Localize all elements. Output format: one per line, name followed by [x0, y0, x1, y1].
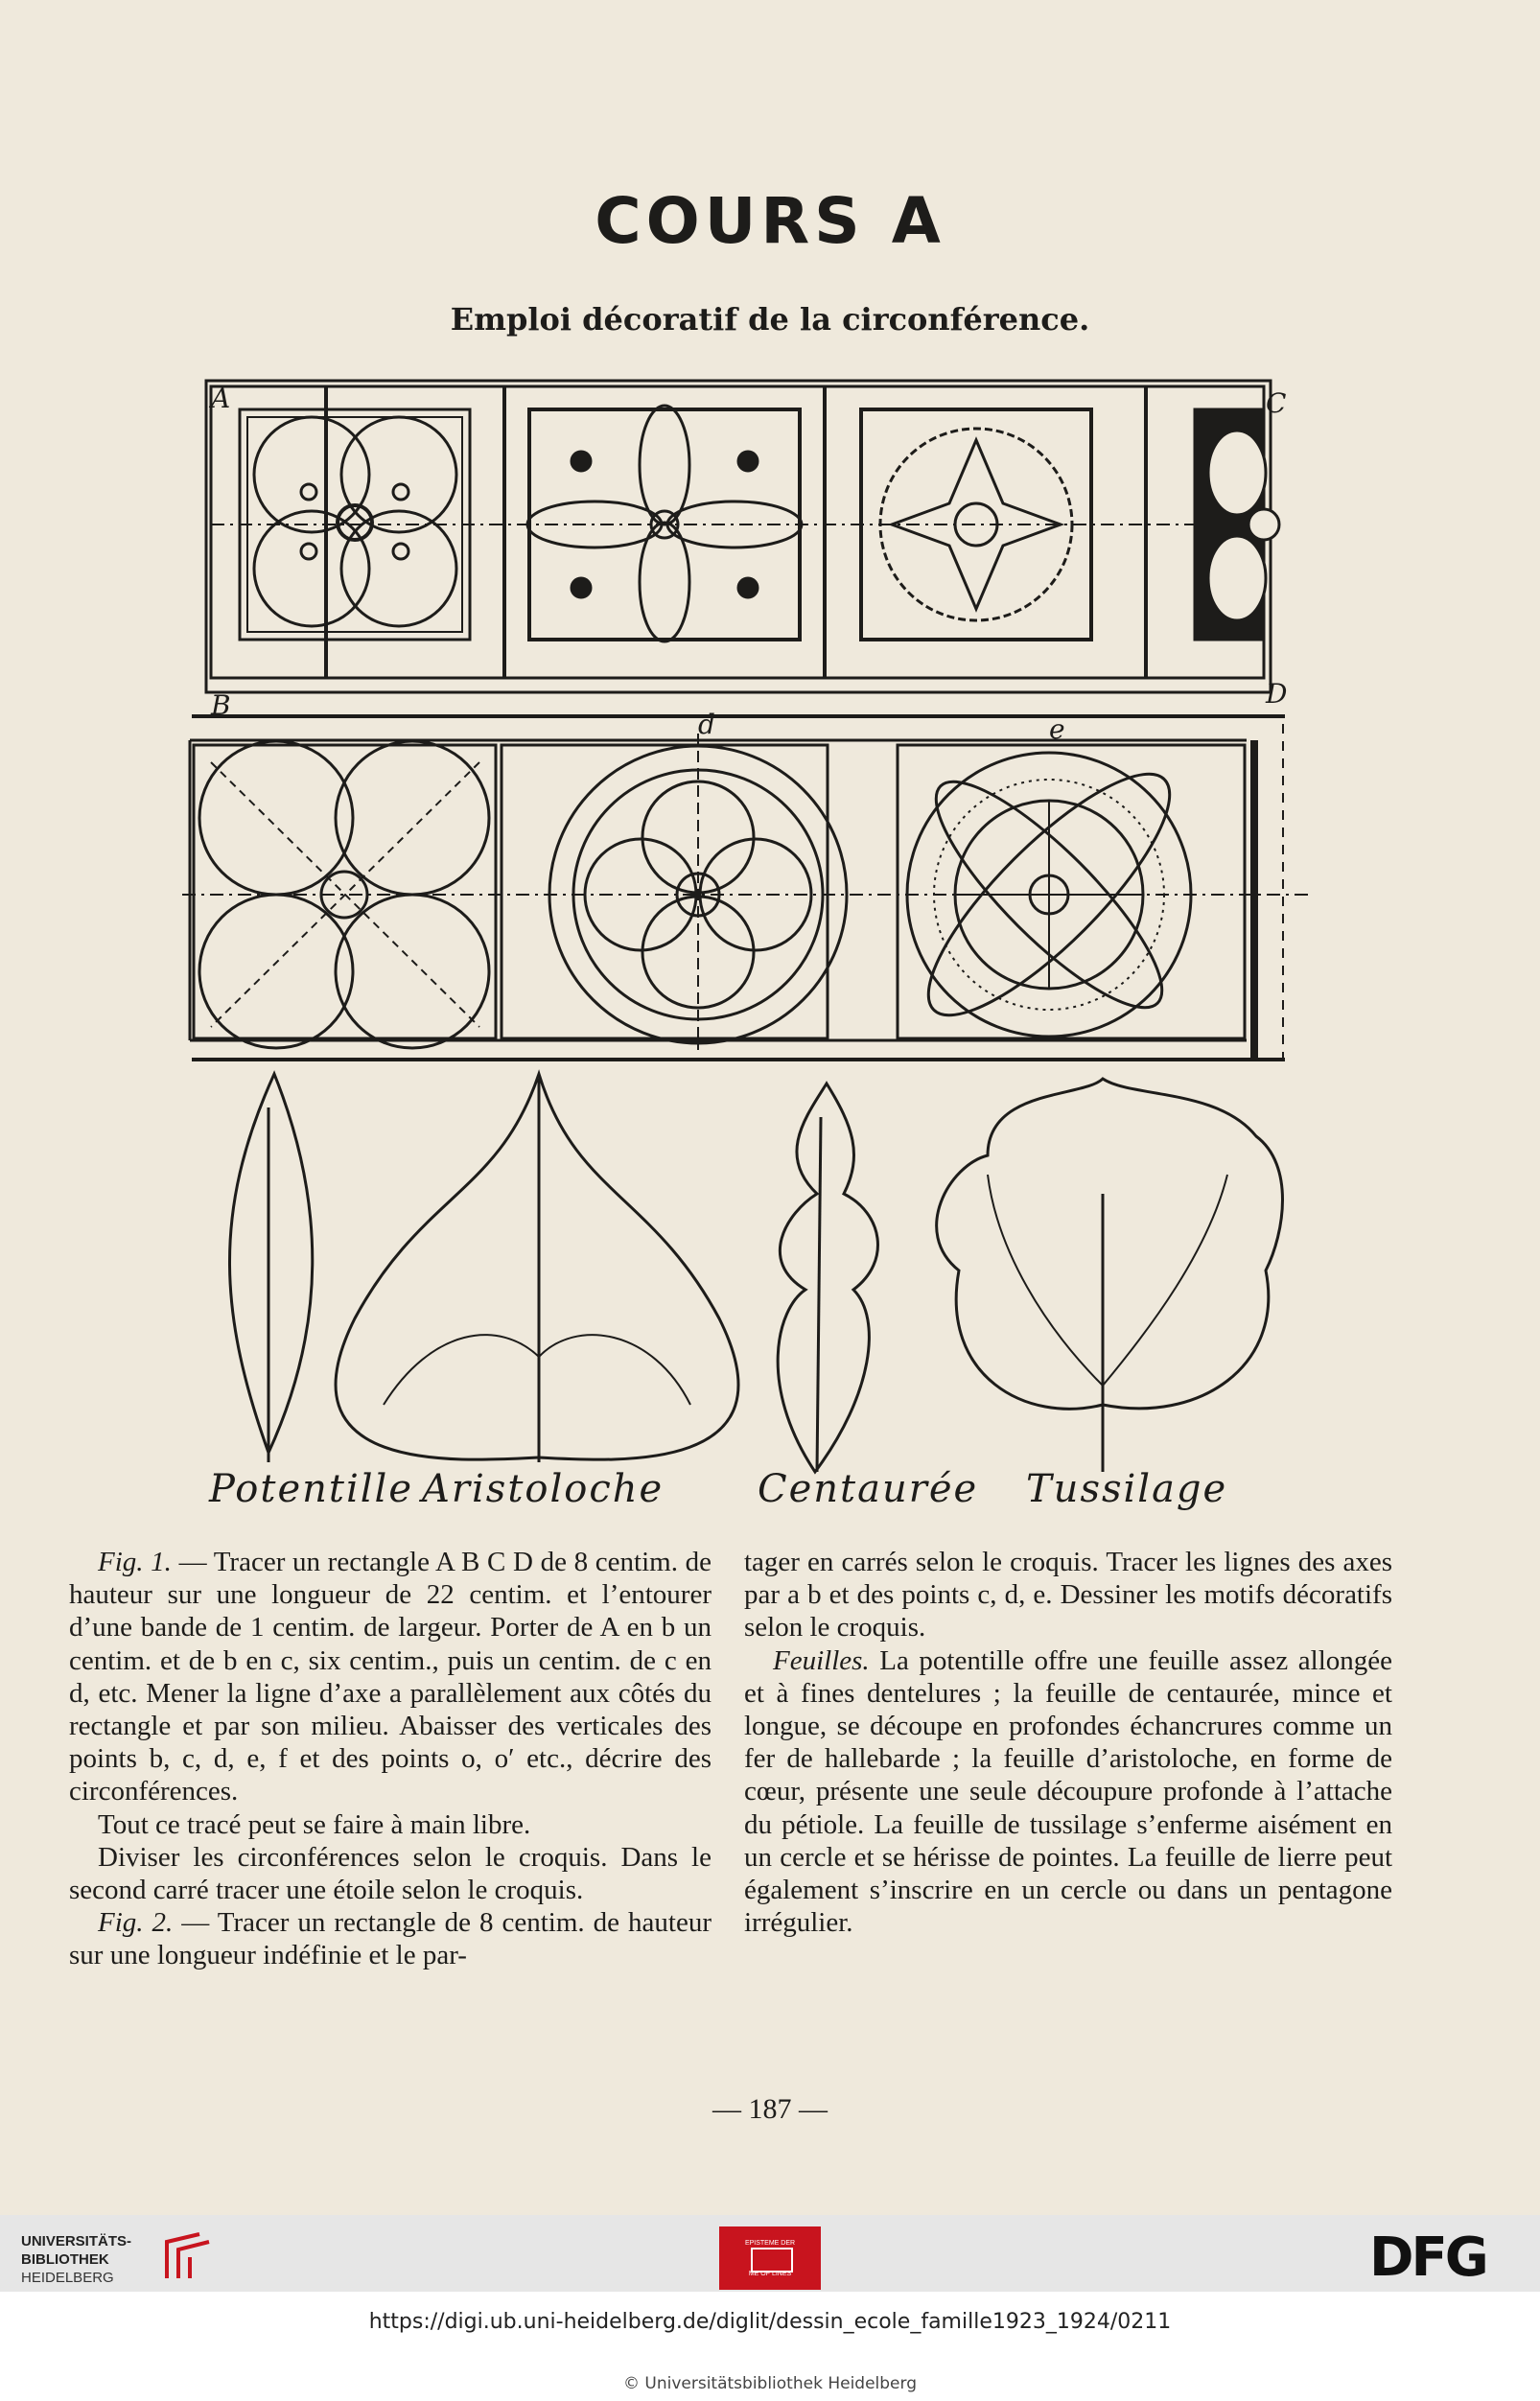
fig2-text: — Tracer un rectangle de 8 centim. de hauteur sur une longueur indéfinie et le par- — [69, 1907, 712, 1971]
caption-aristoloche: Aristoloche — [422, 1467, 665, 1511]
leaves — [229, 1074, 1282, 1472]
page-subtitle: Emploi décoratif de la circonférence. — [450, 301, 1090, 338]
caption-tussilage: Tussilage — [1026, 1467, 1228, 1511]
paragraph-continued: tager en carrés selon le croquis. Tracer les lignes des axes par a b et des points c, d, e. Dessiner les motifs décoratifs selon le croquis. — [744, 1547, 1392, 1643]
library-line-3: HEIDELBERG — [21, 2270, 114, 2286]
paragraph-freehand: Tout ce tracé peut se faire à main libre. — [98, 1808, 531, 1840]
fig2-label: Fig. 2. — [98, 1907, 174, 1939]
paragraph-divide: Diviser les circonférences selon le croquis. Dans le second carré tracer une étoile selon le croquis. — [69, 1841, 712, 1906]
caption-centauree: Centaurée — [758, 1467, 979, 1511]
badge-bottom-text: ME OF LINES — [748, 2271, 792, 2277]
text-column-left — [69, 1546, 712, 1972]
label-A: A — [211, 383, 231, 414]
badge-top-text: EPISTEME DER — [744, 2240, 796, 2247]
page-title: COURS A — [595, 184, 945, 258]
copyright-notice: © Universitätsbibliothek Heidelberg — [622, 2374, 917, 2393]
library-mark-icon — [161, 2230, 215, 2284]
library-line-2: BIBLIOTHEK — [21, 2251, 109, 2268]
project-badge[interactable] — [719, 2226, 821, 2290]
paragraph-feuilles — [744, 1644, 1392, 1940]
label-e2: e — [1049, 713, 1065, 745]
permalink-url[interactable]: https://digi.ub.uni-heidelberg.de/diglit/dessin_ecole_famille1923_1924/0211 — [368, 2310, 1172, 2334]
label-B: B — [211, 689, 231, 721]
figure-1 — [206, 381, 1279, 692]
library-line-1: UNIVERSITÄTS- — [21, 2233, 132, 2249]
label-C: C — [1266, 387, 1287, 419]
viewer-footer — [0, 2215, 1540, 2401]
caption-potentille: Potentille — [209, 1467, 414, 1511]
badge-frame-icon — [751, 2248, 793, 2273]
fig1-label: Fig. 1. — [98, 1547, 172, 1577]
label-d2: d — [698, 709, 715, 740]
paragraph-fig1 — [69, 1546, 712, 1808]
university-library-logo[interactable] — [21, 2232, 131, 2287]
feuilles-text: La potentille offre une feuille assez allongée et à fines dentelures ; la feuille de centaurée, mince et longue, se découpe en profondes échancrures comme un fer de hallebarde ; la feuille d’aristoloche, en forme de cœur, présente une seule découpure profonde à l’attache du pétiole. La feuille de tussilage s’enferme aisément en un cercle et se hérisse de pointes. La feuille de lierre peut également s’inscrire en un cercle ou dans un pentagone irrégulier. — [744, 1644, 1392, 1939]
figure-2 — [182, 716, 1314, 1069]
feuilles-label: Feuilles. — [773, 1644, 870, 1676]
page-number: — 187 — — [712, 2093, 828, 2125]
label-D: D — [1266, 678, 1288, 710]
ornament-plate — [182, 369, 1323, 1534]
text-column-right — [744, 1546, 1392, 1939]
dfg-logo[interactable]: DFG — [1369, 2226, 1486, 2289]
fig1-text: — Tracer un rectangle A B C D de 8 centim. de hauteur sur une longueur de 22 centim. et l’entourer d’une bande de 1 centim. de largeur. Porter de A en b un centim. et de b en c, six centim., puis un centim. de c en d, etc. Mener la ligne d’axe a parallèlement aux côtés du rectangle et par son milieu. Abaisser des verticales des points b, c, d, e, f et des points o, o′ etc., décrire des circonférences. — [69, 1547, 712, 1807]
paragraph-fig2 — [69, 1906, 712, 1971]
